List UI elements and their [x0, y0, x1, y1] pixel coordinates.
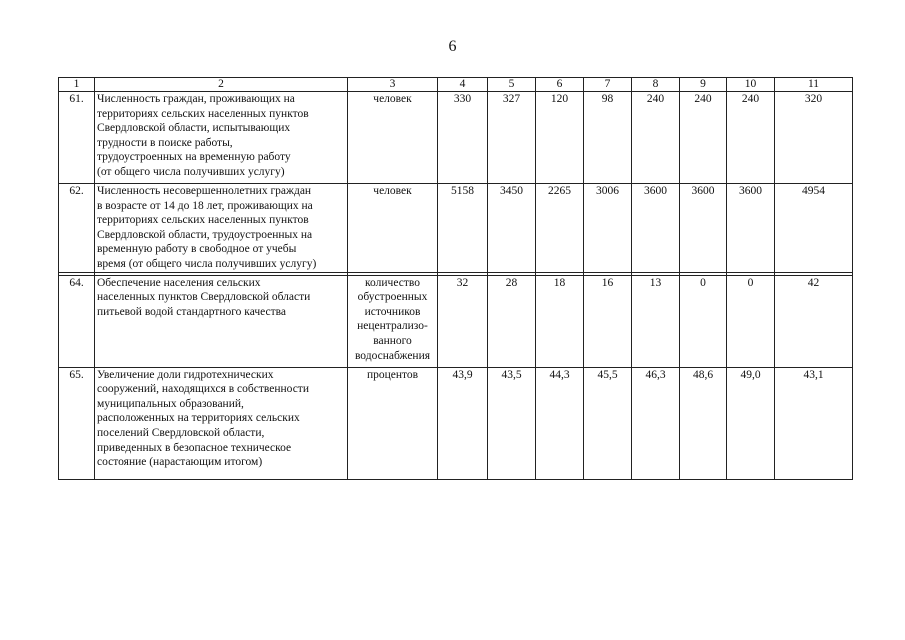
- description-line: сооружений, находящихся в собственности: [97, 383, 309, 396]
- value-cell: 327: [488, 92, 536, 184]
- value-cell: 48,6: [680, 367, 727, 479]
- value-cell: 45,5: [584, 367, 632, 479]
- value-cell: 330: [438, 92, 488, 184]
- unit-line: водоснабжения: [354, 349, 431, 362]
- table-row: [59, 275, 853, 367]
- value-cell: 49,0: [727, 367, 775, 479]
- description-line: Обеспечение населения сельских: [97, 276, 261, 289]
- indicator-description: [95, 275, 348, 367]
- header-cell: 11: [775, 78, 853, 92]
- value-cell: 240: [680, 92, 727, 184]
- table-row: [59, 92, 853, 184]
- indicators-table: [58, 77, 853, 480]
- header-cell: 3: [348, 78, 438, 92]
- value-cell: 43,5: [488, 367, 536, 479]
- description-line: Увеличение доли гидротехнических: [97, 368, 274, 381]
- value-cell: 320: [775, 92, 853, 184]
- unit-line: количество: [365, 276, 420, 289]
- value-cell: 18: [536, 275, 584, 367]
- indicator-description: [95, 184, 348, 273]
- unit-line: ванного: [373, 334, 412, 347]
- header-cell: 10: [727, 78, 775, 92]
- value-cell: 13: [632, 275, 680, 367]
- header-row: [59, 78, 853, 92]
- row-number: 64.: [59, 275, 95, 367]
- value-cell: 0: [680, 275, 727, 367]
- description-line: Численность несовершеннолетних граждан: [97, 185, 312, 197]
- table-row: [59, 184, 853, 273]
- value-cell: 0: [727, 275, 775, 367]
- unit-of-measure: [348, 275, 438, 367]
- indicator-description: [95, 367, 348, 479]
- table-row: [59, 367, 853, 479]
- unit-line: человек: [373, 185, 412, 197]
- description-line: в возрасте от 14 до 18 лет, проживающих на: [97, 199, 313, 212]
- row-number: 62.: [59, 184, 95, 273]
- value-cell: 3006: [584, 184, 632, 273]
- unit-of-measure: [348, 92, 438, 184]
- header-cell: 7: [584, 78, 632, 92]
- value-cell: 5158: [438, 184, 488, 273]
- value-cell: 2265: [536, 184, 584, 273]
- description-line: приведенных в безопасное техническое: [97, 441, 292, 454]
- description-line: время (от общего числа получивших услугу): [97, 257, 317, 270]
- value-cell: 4954: [775, 184, 853, 273]
- description-line: поселений Свердловской области,: [97, 426, 265, 439]
- description-line: временную работу в свободное от учебы: [97, 243, 297, 256]
- value-cell: 3600: [632, 184, 680, 273]
- description-line: муниципальных образований,: [97, 397, 244, 410]
- value-cell: 3450: [488, 184, 536, 273]
- unit-line: нецентрализо-: [357, 320, 428, 333]
- description-line: (от общего числа получивших услугу): [97, 165, 285, 178]
- unit-of-measure: [348, 367, 438, 479]
- header-cell: 6: [536, 78, 584, 92]
- row-number: 65.: [59, 367, 95, 479]
- value-cell: 46,3: [632, 367, 680, 479]
- page-number: 6: [448, 38, 457, 55]
- value-cell: 240: [632, 92, 680, 184]
- value-cell: 43,1: [775, 367, 853, 479]
- description-line: питьевой водой стандартного качества: [97, 305, 287, 318]
- description-line: трудоустроенных на временную работу: [97, 151, 291, 164]
- value-cell: 43,9: [438, 367, 488, 479]
- header-cell: 1: [59, 78, 95, 92]
- description-line: Свердловской области, испытывающих: [97, 122, 291, 135]
- unit-of-measure: [348, 184, 438, 273]
- row-number: 61.: [59, 92, 95, 184]
- header-cell: 8: [632, 78, 680, 92]
- unit-line: человек: [373, 93, 412, 105]
- description-line: состояние (нарастающим итогом): [97, 456, 263, 469]
- description-line: Численность граждан, проживающих на: [97, 93, 295, 105]
- unit-line: обустроенных: [357, 291, 428, 304]
- value-cell: 3600: [727, 184, 775, 273]
- description-line: территориях сельских населенных пунктов: [97, 214, 309, 227]
- value-cell: 16: [584, 275, 632, 367]
- header-cell: 9: [680, 78, 727, 92]
- unit-line: процентов: [366, 368, 419, 381]
- description-line: Свердловской области, трудоустроенных на: [97, 228, 313, 241]
- header-cell: 2: [95, 78, 348, 92]
- header-cell: 4: [438, 78, 488, 92]
- header-cell: 5: [488, 78, 536, 92]
- value-cell: 42: [775, 275, 853, 367]
- description-line: трудности в поиске работы,: [97, 136, 233, 149]
- value-cell: 98: [584, 92, 632, 184]
- unit-line: источников: [364, 305, 421, 318]
- description-line: расположенных на территориях сельских: [97, 412, 300, 425]
- description-line: населенных пунктов Свердловской области: [97, 291, 311, 304]
- value-cell: 32: [438, 275, 488, 367]
- value-cell: 44,3: [536, 367, 584, 479]
- description-line: территориях сельских населенных пунктов: [97, 107, 309, 120]
- indicator-description: [95, 92, 348, 184]
- value-cell: 28: [488, 275, 536, 367]
- value-cell: 120: [536, 92, 584, 184]
- value-cell: 240: [727, 92, 775, 184]
- value-cell: 3600: [680, 184, 727, 273]
